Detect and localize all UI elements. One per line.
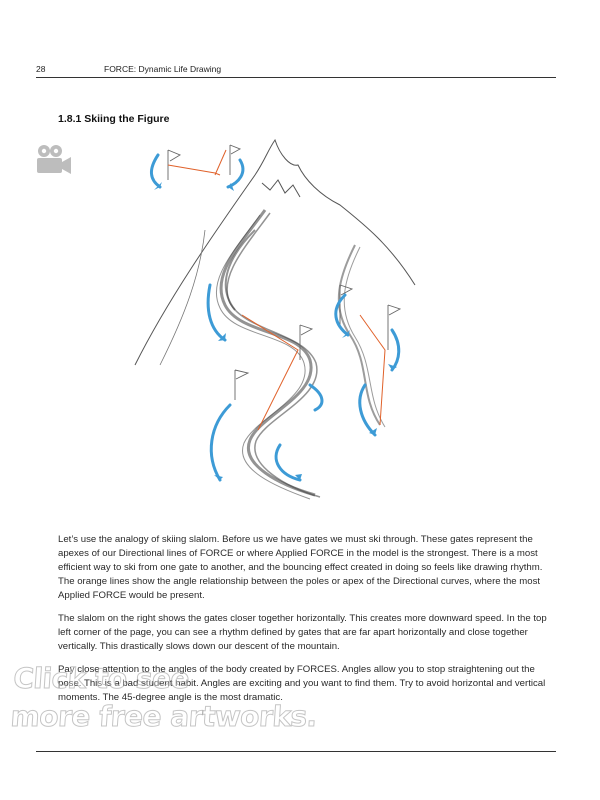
watermark-link[interactable] — [9, 660, 334, 736]
section-title: 1.8.1 Skiing the Figure — [58, 113, 170, 125]
watermark-line-2: more free artworks. — [9, 700, 318, 733]
video-camera-icon[interactable] — [34, 142, 74, 176]
book-title: FORCE: Dynamic Life Drawing — [104, 64, 222, 74]
watermark-line-1: Click to see — [12, 662, 191, 695]
paragraph-1: Let’s use the analogy of skiing slalom. Before us we have gates we must ski through. These gates represent the apexes of our Directional lines of FORCE or where Applied FORCE in the model is the strongest. There is a most efficient way to ski from one gate to another, and the bouncing effect created in doing so feels like drawing rhythm. The orange lines show the angle relationship between the poles or apex of the Directional curves, where the most Applied FORCE would be present. — [58, 534, 543, 601]
slalom-illustration — [130, 135, 450, 515]
page-number: 28 — [36, 64, 46, 74]
paragraph-2: The slalom on the right shows the gates closer together horizontally. This creates more downward speed. In the top left corner of the page, you can see a rhythm defined by gates that are far apart horizontally and close together vertically. This drastically slows down our descent of the mountain. — [58, 613, 547, 652]
header-rule — [36, 77, 556, 78]
running-header — [36, 62, 556, 78]
footer-rule — [36, 751, 556, 752]
paragraph-3: Pay close attention to the angles of the body created by FORCES. Angles allow you to stop straightening out the pose. This is a bad student habit. Angles are exciting and you want to find them. Try to avoid horizontal and vertical moments. The 45-degree angle is the most dramatic. — [58, 664, 546, 703]
